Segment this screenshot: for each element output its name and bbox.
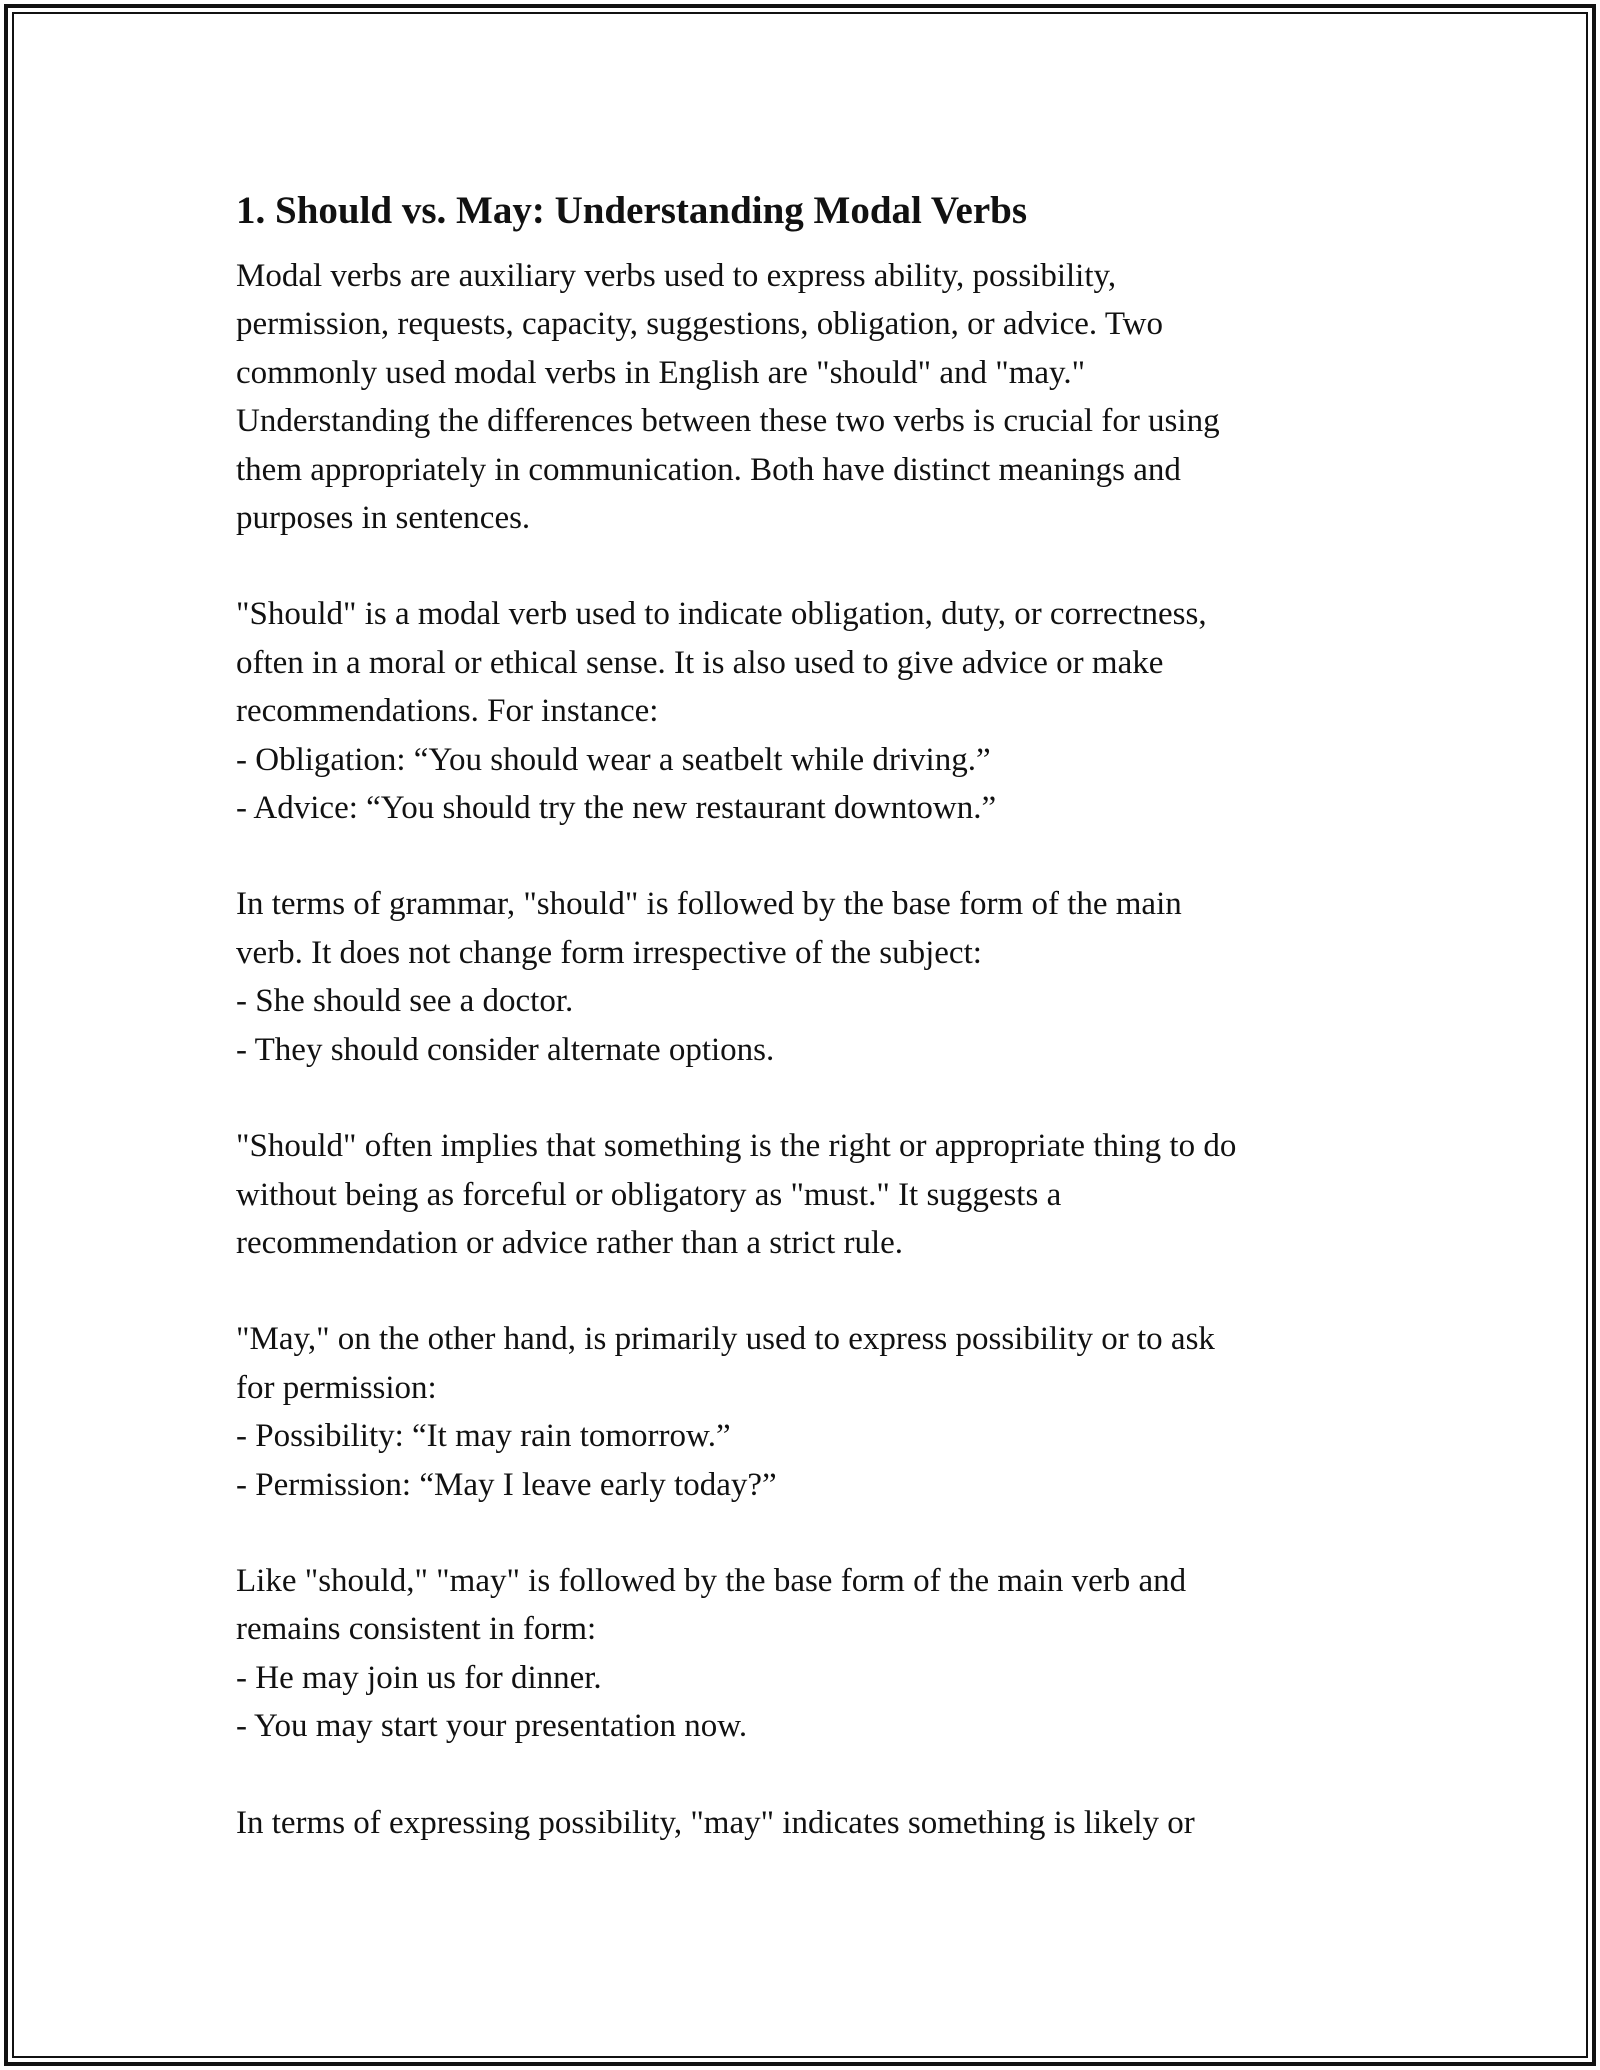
- list-item: - Advice: “You should try the new restaurant downtown.”: [236, 790, 997, 827]
- paragraph-should-implication: [236, 1122, 1376, 1267]
- text-line: often in a moral or ethical sense. It is also used to give advice or make: [236, 644, 1164, 681]
- text-line: recommendations. For instance:: [236, 693, 659, 730]
- text-line: them appropriately in communication. Both have distinct meanings and: [236, 451, 1181, 488]
- paragraph-should-grammar: [236, 880, 1376, 1074]
- text-line: Modal verbs are auxiliary verbs used to express ability, possibility,: [236, 258, 1117, 294]
- text-line: verb. It does not change form irrespective of the subject:: [236, 934, 982, 971]
- paragraph-may-meaning: [236, 1315, 1376, 1509]
- document-title: 1. Should vs. May: Understanding Modal Verbs: [236, 189, 1028, 232]
- text-line: "Should" often implies that something is the right or appropriate thing to do: [236, 1128, 1237, 1165]
- text-line: In terms of grammar, "should" is followed by the base form of the main: [236, 886, 1182, 923]
- list-item: - Permission: “May I leave early today?”: [236, 1466, 777, 1503]
- text-line: Like "should," "may" is followed by the base form of the main verb and: [236, 1562, 1187, 1599]
- text-line: purposes in sentences.: [236, 500, 531, 537]
- list-item: - Obligation: “You should wear a seatbelt while driving.”: [236, 741, 991, 778]
- text-line: commonly used modal verbs in English are "should" and "may.": [236, 354, 1086, 391]
- document-body: [236, 186, 1376, 1895]
- paragraph-may-grammar: [236, 1557, 1376, 1751]
- paragraph-may-possibility: [236, 1799, 1376, 1847]
- list-item: - She should see a doctor.: [236, 983, 574, 1020]
- text-line: "May," on the other hand, is primarily used to express possibility or to ask: [236, 1321, 1215, 1358]
- text-line: Understanding the differences between these two verbs is crucial for using: [236, 403, 1220, 440]
- list-item: - Possibility: “It may rain tomorrow.”: [236, 1418, 731, 1455]
- list-item: - You may start your presentation now.: [236, 1708, 748, 1745]
- text-line: for permission:: [236, 1369, 437, 1406]
- text-line: "Should" is a modal verb used to indicate obligation, duty, or correctness,: [236, 596, 1207, 633]
- text-line: remains consistent in form:: [236, 1611, 597, 1648]
- paragraph-should-meaning: [236, 590, 1376, 832]
- text-line: without being as forceful or obligatory as "must." It suggests a: [236, 1176, 1062, 1213]
- text-line: recommendation or advice rather than a strict rule.: [236, 1224, 904, 1261]
- list-item: - He may join us for dinner.: [236, 1659, 602, 1696]
- text-line: permission, requests, capacity, suggestions, obligation, or advice. Two: [236, 306, 1164, 343]
- paragraph-intro: [236, 252, 1376, 542]
- list-item: - They should consider alternate options.: [236, 1031, 775, 1068]
- text-line: In terms of expressing possibility, "may" indicates something is likely or: [236, 1804, 1195, 1841]
